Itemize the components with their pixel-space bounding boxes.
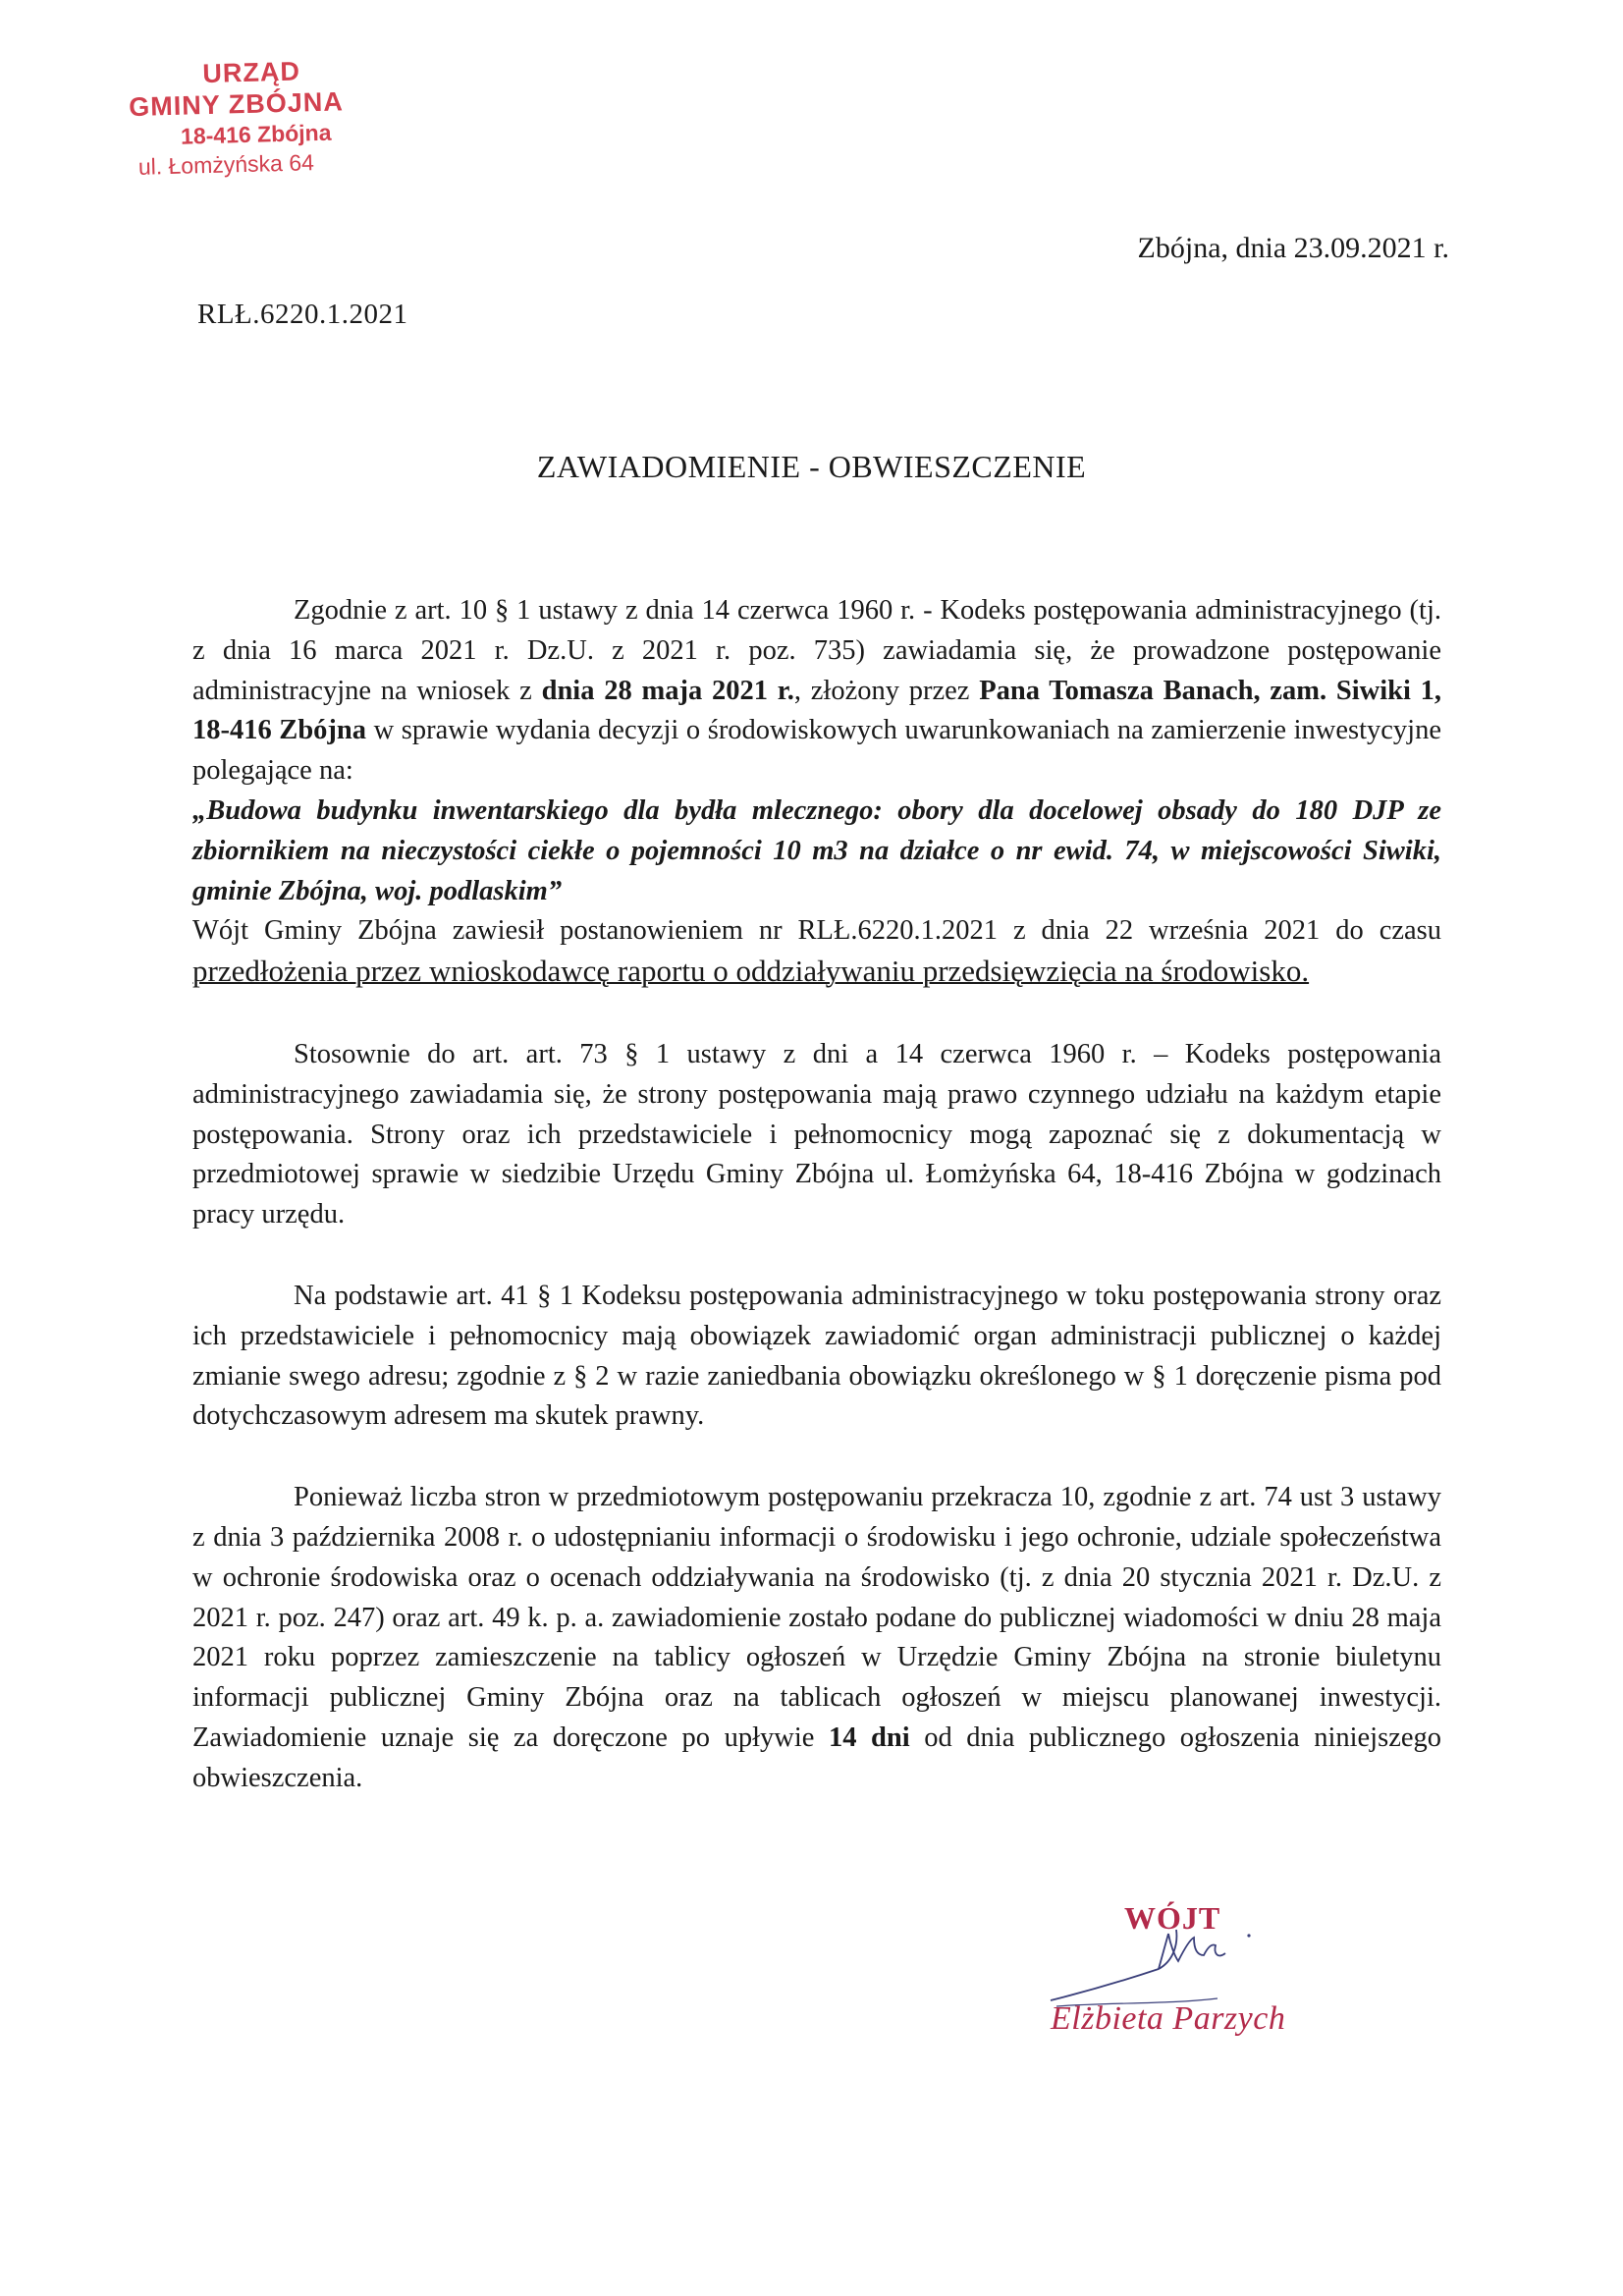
application-date: dnia 28 maja 2021 r. bbox=[541, 675, 794, 706]
investment-description: „Budowa budynku inwentarskiego dla bydła mlecznego: obory dla docelowej obsady do 180 DJP ze zbiornikiem na nieczystości ciekłe o pojemności 10 m3 na działce o nr ewid. 74, w miejscowości Siwiki, gminie Zbójna, woj. podlaskim” bbox=[192, 794, 1441, 906]
applicant-name-address: Pana Tomasza Banach, zam. Siwiki 1, 18-416 Zbójna bbox=[192, 675, 1442, 746]
signatory-role: WÓJT bbox=[1124, 1900, 1221, 1936]
paragraph-notification bbox=[192, 591, 1441, 792]
document-title: ZAWIADOMIENIE - OBWIESZCZENIE bbox=[536, 449, 1087, 484]
handwritten-signature-icon bbox=[1021, 1900, 1316, 2077]
p4-text: Ponieważ liczba stron w przedmiotowym postępowaniu przekracza 10, zgodnie z art. 74 ust 3 ustawy z dnia 3 października 2008 r. o udostępnianiu informacji o środowisku i jego ochronie, udziale społeczeństwa w ochronie środowiska oraz o ocenach oddziaływania na środowisko (tj. z dnia 20 stycznia 2021 r. Dz.U. z 2021 r. poz. 247) oraz art. 49 k. p. a. zawiadomienie zostało podane do publicznej wiadomości w dniu 28 maja 2021 roku poprzez zamieszczenie na tablicy ogłoszeń w Urzędzie Gminy Zbójna na stronie biuletynu informacji publicznej Gminy Zbójna oraz na tablicach ogłoszeń w miejscu planowanej inwestycji. Zawiadomienie uznaje się za doręczone po upływie bbox=[192, 1482, 1441, 1753]
place-and-date: Zbójna, dnia 23.09.2021 r. bbox=[1137, 232, 1449, 264]
suspension-notice bbox=[192, 911, 1441, 994]
signatory-name: Elżbieta Parzych bbox=[1051, 2000, 1286, 2037]
stamp-line-office: URZĄD bbox=[202, 56, 301, 89]
p1-text-a: Zgodnie z art. 10 § 1 ustawy z dnia 14 czerwca 1960 r. - Kodeks postępowania administracyjnego (tj. z dnia 16 marca 2021 r. Dz.U. z 2021 r. poz. 735) zawiadamia się, że prowadzone postępowanie administracyjne na wniosek z bbox=[192, 595, 1441, 706]
paragraph-public-notice bbox=[192, 1478, 1441, 1798]
document-body bbox=[192, 591, 1441, 1799]
suspension-text: Wójt Gminy Zbójna zawiesił postanowieniem nr RLŁ.6220.1.2021 z dnia 22 września 2021 do czasu bbox=[192, 915, 1441, 947]
office-stamp bbox=[116, 54, 371, 180]
paragraph-address-change: Na podstawie art. 41 § 1 Kodeksu postępowania administracyjnego w toku postępowania strony oraz ich przedstawiciele i pełnomocnicy mają obowiązek zawiadomić organ administracji publicznej o każdej zmianie swego adresu; zgodnie z § 2 w razie zaniedbania obowiązku określonego w § 1 doręczenie pisma pod dotychczasowym adresem ma skutek prawny. bbox=[192, 1280, 1441, 1432]
p1-text-b: , złożony przez bbox=[793, 675, 980, 706]
p4-text-end: od dnia publicznego ogłoszenia niniejszego obwieszczenia. bbox=[192, 1722, 1441, 1793]
p1-text-c: w sprawie wydania decyzji o środowiskowych uwarunkowaniach na zamierzenie inwestycyjne polegające na: bbox=[192, 715, 1441, 787]
case-reference-number: RLŁ.6220.1.2021 bbox=[197, 299, 408, 330]
signature-block bbox=[1021, 1900, 1316, 2077]
stamp-line-street: ul. Łomżyńska 64 bbox=[137, 149, 315, 180]
stamp-line-postcode: 18-416 Zbójna bbox=[180, 119, 332, 149]
delivery-period: 14 dni bbox=[828, 1722, 910, 1753]
stamp-line-municipality: GMINY ZBÓJNA bbox=[128, 86, 345, 123]
suspension-underlined: przedłożenia przez wnioskodawcę raportu o oddziaływaniu przedsięwzięcia na środowisko. bbox=[192, 954, 1310, 989]
paragraph-party-rights: Stosownie do art. art. 73 § 1 ustawy z dni a 14 czerwca 1960 r. – Kodeks postępowania administracyjnego zawiadamia się, że strony postępowania mają prawo czynnego udziału na każdym etapie postępowania. Strony oraz ich przedstawiciele i pełnomocnicy mogą zapoznać się z dokumentacją w przedmiotowej sprawie w siedzibie Urzędu Gminy Zbójna ul. Łomżyńska 64, 18-416 Zbójna w godzinach pracy urzędu. bbox=[192, 1038, 1441, 1230]
